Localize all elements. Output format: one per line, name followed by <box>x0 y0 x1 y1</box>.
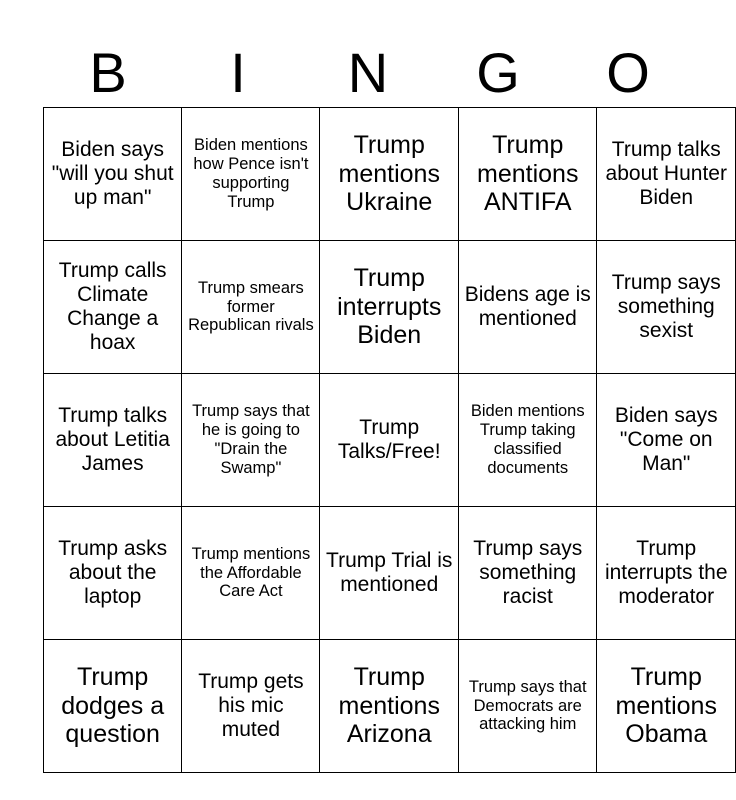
bingo-cell[interactable]: Trump gets his mic muted <box>182 640 320 773</box>
bingo-cell[interactable]: Trump talks about Letitia James <box>44 374 182 507</box>
bingo-cell[interactable]: Trump says that he is going to "Drain the Swamp" <box>182 374 320 507</box>
bingo-cell[interactable]: Trump interrupts Biden <box>320 241 459 374</box>
board-row <box>44 374 736 507</box>
bingo-board <box>43 107 736 773</box>
bingo-cell[interactable]: Trump talks about Hunter Biden <box>597 108 736 241</box>
board-row <box>44 640 736 773</box>
header-letter-n: N <box>347 41 389 104</box>
bingo-cell[interactable]: Trump mentions Arizona <box>320 640 459 773</box>
bingo-header <box>43 40 693 106</box>
bingo-cell[interactable]: Trump mentions ANTIFA <box>459 108 597 241</box>
bingo-cell[interactable]: Trump Trial is mentioned <box>320 507 459 640</box>
bingo-cell[interactable]: Trump interrupts the moderator <box>597 507 736 640</box>
bingo-cell[interactable]: Trump mentions Ukraine <box>320 108 459 241</box>
header-letter-g: G <box>476 41 520 104</box>
bingo-cell[interactable]: Trump says something racist <box>459 507 597 640</box>
header-letter-i: I <box>230 41 246 104</box>
bingo-cell[interactable]: Bidens age is mentioned <box>459 241 597 374</box>
header-letter-o: O <box>606 41 650 104</box>
bingo-cell[interactable]: Trump mentions Obama <box>597 640 736 773</box>
bingo-cell[interactable]: Trump dodges a question <box>44 640 182 773</box>
bingo-cell[interactable]: Trump smears former Republican rivals <box>182 241 320 374</box>
board-row <box>44 241 736 374</box>
bingo-cell[interactable]: Trump asks about the laptop <box>44 507 182 640</box>
board-row <box>44 108 736 241</box>
board-row <box>44 507 736 640</box>
bingo-cell[interactable]: Trump Talks/Free! <box>320 374 459 507</box>
bingo-cell[interactable]: Trump calls Climate Change a hoax <box>44 241 182 374</box>
bingo-cell[interactable]: Biden mentions Trump taking classified documents <box>459 374 597 507</box>
header-letter-b: B <box>89 41 127 104</box>
bingo-cell[interactable]: Biden mentions how Pence isn't supporting Trump <box>182 108 320 241</box>
bingo-cell[interactable]: Trump mentions the Affordable Care Act <box>182 507 320 640</box>
bingo-cell[interactable]: Trump says something sexist <box>597 241 736 374</box>
bingo-cell[interactable]: Biden says "Come on Man" <box>597 374 736 507</box>
bingo-cell[interactable]: Trump says that Democrats are attacking him <box>459 640 597 773</box>
bingo-cell[interactable]: Biden says "will you shut up man" <box>44 108 182 241</box>
